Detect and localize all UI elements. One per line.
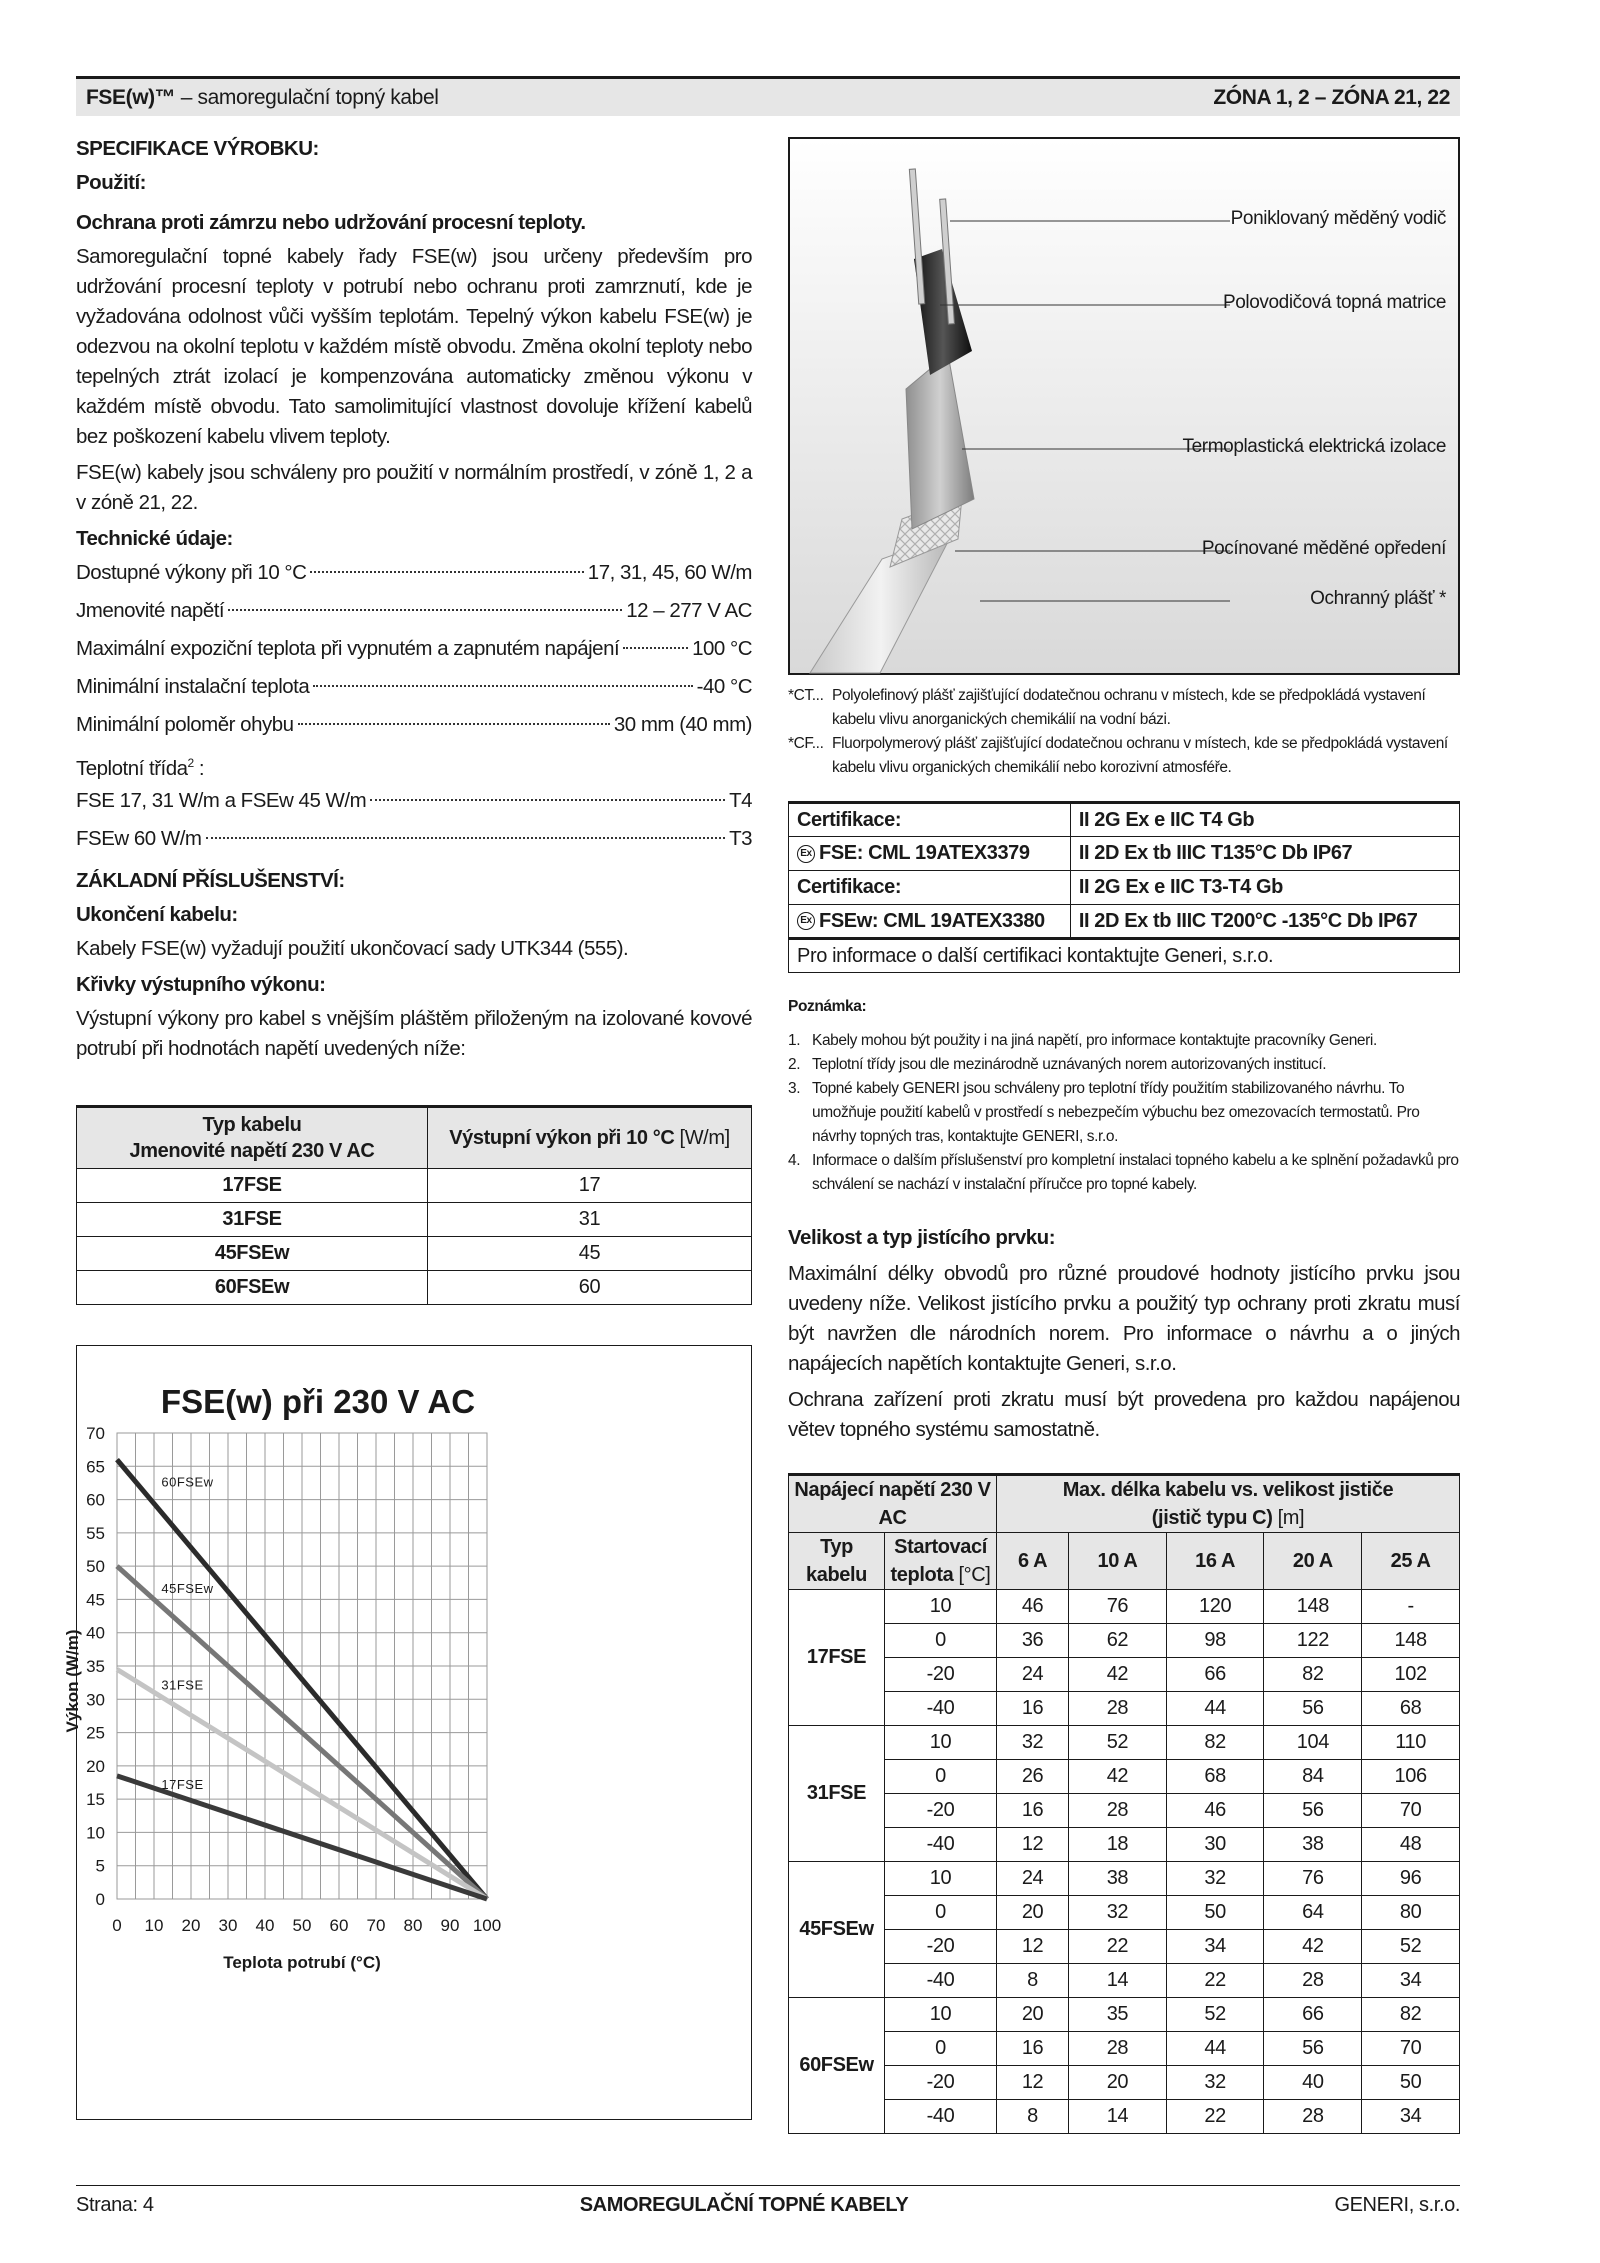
bt-max-length: 82 [1264, 1658, 1362, 1692]
temp-class-item-value: T3 [729, 827, 752, 850]
bt-max-length: 106 [1362, 1760, 1460, 1794]
y-tick-label: 25 [86, 1723, 105, 1743]
bt-row [789, 1896, 1460, 1930]
bt-row [789, 1760, 1460, 1794]
bt-max-length: 20 [997, 1998, 1069, 2032]
bt-max-length: 28 [1264, 1964, 1362, 1998]
bt-max-length: 98 [1166, 1624, 1264, 1658]
bt-max-length: 42 [1069, 1760, 1167, 1794]
label-jacket: Ochranný plášť * [1310, 588, 1446, 609]
bt-start-temp: 10 [885, 1862, 997, 1896]
approval-text: FSE(w) kabely jsou schváleny pro použití v normálním prostředí, v zóně 1, 2 a v zóně 21, 22. [76, 461, 752, 514]
bt-max-length: 32 [1069, 1896, 1167, 1930]
tech-specs [76, 558, 752, 748]
bt-max-length: 50 [1362, 2066, 1460, 2100]
tech-spec-row-label: Jmenovité napětí [76, 599, 225, 622]
output-value: 45 [428, 1237, 752, 1271]
y-tick-label: 30 [86, 1690, 105, 1710]
label-braid: Pocínované měděné opředení [1201, 538, 1446, 559]
note-number: 1. [788, 1032, 801, 1049]
bt-max-length: 104 [1264, 1726, 1362, 1760]
bt-max-length: 68 [1362, 1692, 1460, 1726]
bt-cable-type: 45FSEw [789, 1862, 885, 1998]
bt-row [789, 1590, 1460, 1624]
temp-class-item [76, 824, 752, 862]
bt-max-length: 38 [1069, 1862, 1167, 1896]
bt-maxlen-header: Max. délka kabelu vs. velikost jističe (jistič typu C) [m] [997, 1475, 1460, 1533]
bt-type-header: Typ kabelu [789, 1533, 885, 1590]
bt-max-length: 32 [1166, 1862, 1264, 1896]
bt-max-length: 14 [1069, 2100, 1167, 2134]
bt-max-length: 12 [997, 1828, 1069, 1862]
jacket-note-text: Fluorpolymerový plášť zajišťující dodatečnou ochranu v místech, kde se předpokládá vystavení kabelu vlivu organických chemikálií nebo korozivní atmosféře. [832, 735, 1448, 776]
footer-title: SAMOREGULAČNÍ TOPNÉ KABELY [579, 2194, 909, 2216]
bt-max-length: 32 [997, 1726, 1069, 1760]
bt-max-length: 14 [1069, 1964, 1167, 1998]
label-insulation: Termoplastická elektrická izolace [1182, 436, 1446, 457]
output-value: 17 [428, 1169, 752, 1203]
power-table-row [77, 1169, 752, 1203]
bt-max-length: 12 [997, 2066, 1069, 2100]
cert-marking-dust: II 2D Ex tb IIIC T135°C Db IP67 [1070, 837, 1459, 871]
label-conductor: Poniklovaný měděný vodič [1230, 208, 1446, 229]
bt-max-length: 20 [1069, 2066, 1167, 2100]
bt-start-temp: -40 [885, 1692, 997, 1726]
cert-marking-gas: II 2G Ex e IIC T3-T4 Gb [1070, 871, 1459, 905]
bt-max-length: 20 [997, 1896, 1069, 1930]
bt-max-length: 16 [997, 1794, 1069, 1828]
label-matrix: Polovodičová topná matrice [1222, 292, 1446, 313]
y-tick-label: 60 [86, 1490, 105, 1510]
bt-max-length: 34 [1166, 1930, 1264, 1964]
x-tick-label: 40 [255, 1916, 275, 1935]
cable-diagram [788, 137, 1460, 675]
y-tick-label: 35 [86, 1657, 105, 1676]
bt-max-length: 44 [1166, 2032, 1264, 2066]
dot-leader [298, 723, 610, 725]
bt-start-temp: 0 [885, 1896, 997, 1930]
y-tick-label: 50 [86, 1557, 105, 1577]
bt-row [789, 1624, 1460, 1658]
output-value: 31 [428, 1203, 752, 1237]
x-tick-label: 100 [472, 1916, 502, 1935]
x-tick-label: 90 [440, 1916, 460, 1935]
usage-subheading: Ochrana proti zámrzu nebo udržování procesní teploty. [76, 211, 586, 234]
note-number: 4. [788, 1152, 801, 1169]
cert-label: Certifikace: [789, 803, 1071, 837]
y-tick-label: 45 [86, 1590, 105, 1610]
bt-max-length: 110 [1362, 1726, 1460, 1760]
temp-class-item-label: FSEw 60 W/m [76, 827, 202, 850]
bt-cable-type: 60FSEw [789, 1998, 885, 2134]
note-number: 3. [788, 1080, 801, 1097]
cert-code-cell [789, 905, 1071, 939]
note-item [788, 1053, 1460, 1077]
power-table-col-output: Výstupní výkon při 10 °C [W/m] [428, 1107, 752, 1169]
power-table-row [77, 1203, 752, 1237]
bt-max-length: 52 [1362, 1930, 1460, 1964]
bt-start-temp: 0 [885, 2032, 997, 2066]
jacket-notes [788, 684, 1460, 780]
bt-max-length: 42 [1264, 1930, 1362, 1964]
tech-spec-row-value: 30 mm (40 mm) [613, 713, 752, 736]
series-label: 31FSE [161, 1677, 204, 1693]
power-table-row [77, 1237, 752, 1271]
bt-start-temp: -20 [885, 1658, 997, 1692]
power-table-col-type: Typ kabelu Jmenovité napětí 230 V AC [77, 1107, 428, 1169]
temp-class-label: Teplotní třída$^2$ : [76, 756, 205, 780]
bt-max-length: 50 [1166, 1896, 1264, 1930]
bt-max-length: 82 [1166, 1726, 1264, 1760]
series-label: 17FSE [161, 1777, 204, 1793]
chart-title: FSE(w) při 230 V AC [160, 1383, 476, 1420]
bt-max-length: 70 [1362, 2032, 1460, 2066]
bt-cable-type: 31FSE [789, 1726, 885, 1862]
header-title [86, 86, 439, 110]
x-tick-label: 70 [366, 1916, 386, 1935]
note-text: Topné kabely GENERI jsou schváleny pro teplotní třídy použitím stabilizovaného návrhu. To umožňuje použití kabelů v prostředí s nebezpečím výbuchu bez omezovacích termostatů. Pro návrhy topných tras, kontaktujte GENERI, s.r.o. [812, 1080, 1420, 1145]
chart-svg [63, 1346, 751, 2119]
bt-max-length: 22 [1069, 1930, 1167, 1964]
usage-heading: Použití: [76, 171, 147, 194]
note-item [788, 1029, 1460, 1053]
x-tick-label: 60 [329, 1916, 349, 1935]
breaker-heading: Velikost a typ jistícího prvku: [788, 1226, 1056, 1249]
bt-max-length: 28 [1069, 1692, 1167, 1726]
bt-max-length: 26 [997, 1760, 1069, 1794]
x-tick-label: 10 [144, 1916, 164, 1935]
tech-spec-row [76, 672, 752, 710]
bt-max-length: 44 [1166, 1692, 1264, 1726]
breaker-section [788, 1223, 1460, 1451]
curves-heading: Křivky výstupního výkonu: [76, 973, 326, 996]
bt-max-length: 52 [1069, 1726, 1167, 1760]
note-item [788, 1077, 1460, 1149]
bt-max-length: 66 [1166, 1658, 1264, 1692]
cert-row [789, 803, 1460, 837]
cert-code: FSEw: CML 19ATEX3380 [819, 909, 1045, 932]
bt-max-length: 148 [1362, 1624, 1460, 1658]
page-footer [76, 2185, 1460, 2225]
jacket-note-key: *CT... [788, 687, 824, 704]
dot-leader [206, 837, 726, 839]
y-tick-label: 70 [86, 1424, 105, 1443]
bt-max-length: 36 [997, 1624, 1069, 1658]
breaker-text-2: Ochrana zařízení proti zkratu musí být provedena pro každou napájenou větev topného systému samostatně. [788, 1388, 1460, 1441]
power-table [76, 1105, 752, 1305]
note-number: 2. [788, 1056, 801, 1073]
bt-max-length: - [1362, 1590, 1460, 1624]
bt-max-length: 38 [1264, 1828, 1362, 1862]
jacket-note-text: Polyolefinový plášť zajišťující dodatečnou ochranu v místech, kde se předpokládá vystavení kabelu vlivu anorganických chemikálií na vodní bázi. [832, 687, 1426, 728]
bt-max-length: 18 [1069, 1828, 1167, 1862]
bt-start-temp: 10 [885, 1998, 997, 2032]
temp-class-item [76, 786, 752, 824]
bt-max-length: 35 [1069, 1998, 1167, 2032]
cert-label: Certifikace: [789, 871, 1071, 905]
y-tick-label: 65 [86, 1457, 105, 1477]
cable-type: 45FSEw [77, 1237, 428, 1271]
bt-temp-header: Startovací teplota [°C] [885, 1533, 997, 1590]
tech-spec-row-label: Maximální expoziční teplota při vypnutém a zapnutém napájení [76, 637, 620, 660]
bt-max-length: 22 [1166, 1964, 1264, 1998]
bt-row [789, 2066, 1460, 2100]
dot-leader [623, 647, 688, 649]
cert-row [789, 871, 1460, 905]
bt-max-length: 82 [1362, 1998, 1460, 2032]
bt-max-length: 24 [997, 1862, 1069, 1896]
notes [788, 995, 1460, 1197]
product-name: FSE(w)™ [86, 85, 176, 109]
bt-max-length: 66 [1264, 1998, 1362, 2032]
bt-row [789, 1658, 1460, 1692]
x-tick-label: 50 [292, 1916, 312, 1935]
x-tick-label: 20 [181, 1916, 201, 1935]
cert-row [789, 837, 1460, 871]
x-axis-label: Teplota potrubí (°C) [223, 1953, 381, 1972]
dot-leader [370, 799, 725, 801]
bt-max-length: 42 [1069, 1658, 1167, 1692]
breaker-table [788, 1473, 1460, 2134]
x-tick-label: 30 [218, 1916, 238, 1935]
bt-max-length: 32 [1166, 2066, 1264, 2100]
tech-spec-row-label: Minimální instalační teplota [76, 675, 310, 698]
cert-code-cell [789, 837, 1071, 871]
bt-max-length: 102 [1362, 1658, 1460, 1692]
chart-grid [117, 1433, 487, 1899]
certification-table [788, 801, 1460, 973]
bt-cable-type: 17FSE [789, 1590, 885, 1726]
termination-heading: Ukončení kabelu: [76, 903, 238, 926]
tech-spec-row-value: 17, 31, 45, 60 W/m [587, 561, 752, 584]
tech-spec-row-value: 12 – 277 V AC [626, 599, 752, 622]
bt-max-length: 120 [1166, 1590, 1264, 1624]
note-text: Kabely mohou být použity i na jiná napětí, pro informace kontaktujte pracovníky Generi. [812, 1032, 1377, 1049]
ex-icon: Ex [797, 845, 815, 863]
y-tick-label: 20 [86, 1756, 105, 1776]
zone-label: ZÓNA 1, 2 – ZÓNA 21, 22 [1213, 85, 1450, 109]
power-table-row [77, 1271, 752, 1305]
bt-max-length: 84 [1264, 1760, 1362, 1794]
bt-start-temp: 10 [885, 1590, 997, 1624]
page-header [76, 76, 1460, 116]
y-tick-label: 40 [86, 1623, 105, 1643]
termination-text: Kabely FSE(w) vyžadují použití ukončovací sady UTK344 (555). [76, 937, 629, 960]
curves-text: Výstupní výkony pro kabel s vnějším pláštěm přiloženým na izolované kovové potrubí při hodnotách napětí uvedených níže: [76, 1007, 752, 1060]
bt-max-length: 52 [1166, 1998, 1264, 2032]
bt-row [789, 1828, 1460, 1862]
bt-max-length: 12 [997, 1930, 1069, 1964]
bt-row [789, 1998, 1460, 2032]
bt-row [789, 2032, 1460, 2066]
tech-spec-row-label: Minimální poloměr ohybu [76, 713, 294, 736]
bt-max-length: 56 [1264, 2032, 1362, 2066]
tech-spec-row [76, 634, 752, 672]
notes-heading: Poznámka: [788, 998, 867, 1015]
note-item [788, 1149, 1460, 1197]
x-tick-label: 0 [112, 1916, 122, 1935]
bt-max-length: 80 [1362, 1896, 1460, 1930]
dot-leader [228, 609, 622, 611]
y-axis-label: Výkon (W/m) [63, 1629, 82, 1733]
bt-max-length: 96 [1362, 1862, 1460, 1896]
accessories-heading: ZÁKLADNÍ PŘÍSLUŠENSTVÍ: [76, 869, 345, 892]
ex-icon: Ex [797, 912, 815, 930]
y-tick-label: 55 [86, 1523, 105, 1543]
bt-start-temp: -40 [885, 1828, 997, 1862]
bt-max-length: 122 [1264, 1624, 1362, 1658]
bt-current-header: 20 A [1264, 1533, 1362, 1590]
bt-max-length: 68 [1166, 1760, 1264, 1794]
bt-row [789, 1964, 1460, 1998]
bt-row [789, 1692, 1460, 1726]
temp-class-item-value: T4 [729, 789, 752, 812]
bt-max-length: 46 [997, 1590, 1069, 1624]
usage-text: Samoregulační topné kabely řady FSE(w) jsou určeny především pro udržování procesní teploty v potrubí nebo ochranu proti zamrznutí, kde je vyžadována odolnost vůči vyšším teplotám. Tepelný výkon kabelu FSE(w) je odezvou na okolní teplotu v každém místě obvodu. Změna okolní teploty nebo tepelných ztrát izolací je kompenzována automaticky změnou výkonu v každém místě obvodu. Tato samolimitující vlastnost dovoluje křížení kabelů bez poškození kabelu vlivem teploty. [76, 245, 752, 448]
bt-max-length: 64 [1264, 1896, 1362, 1930]
bt-max-length: 56 [1264, 1794, 1362, 1828]
bt-max-length: 8 [997, 1964, 1069, 1998]
temp-classes [76, 786, 752, 862]
bt-max-length: 148 [1264, 1590, 1362, 1624]
temp-class-row [76, 748, 752, 786]
bt-current-header: 10 A [1069, 1533, 1167, 1590]
bt-max-length: 40 [1264, 2066, 1362, 2100]
spec-column [76, 134, 752, 1070]
bt-row [789, 2100, 1460, 2134]
output-value: 60 [428, 1271, 752, 1305]
cable-type: 17FSE [77, 1169, 428, 1203]
bt-max-length: 46 [1166, 1794, 1264, 1828]
note-text: Informace o dalším příslušenství pro kompletní instalaci topného kabelu a ke splnění požadavků pro schválení se nachází v instalační příručce pro topné kabely. [812, 1152, 1459, 1193]
bt-current-header: 25 A [1362, 1533, 1460, 1590]
footer-company: GENERI, s.r.o. [1334, 2194, 1460, 2216]
bt-row [789, 1794, 1460, 1828]
x-tick-label: 80 [403, 1916, 423, 1935]
series-label: 45FSEw [161, 1580, 214, 1596]
bt-max-length: 76 [1264, 1862, 1362, 1896]
bt-max-length: 48 [1362, 1828, 1460, 1862]
tech-spec-row [76, 558, 752, 596]
tech-spec-row-value: -40 °C [696, 675, 752, 698]
bt-max-length: 22 [1166, 2100, 1264, 2134]
bt-max-length: 16 [997, 2032, 1069, 2066]
y-tick-label: 0 [95, 1890, 105, 1909]
bt-max-length: 34 [1362, 1964, 1460, 1998]
page-number: Strana: 4 [76, 2194, 154, 2216]
cable-type: 60FSEw [77, 1271, 428, 1305]
cert-marking-dust: II 2D Ex tb IIIC T200°C -135°C Db IP67 [1070, 905, 1459, 939]
cable-type: 31FSE [77, 1203, 428, 1237]
bt-start-temp: -20 [885, 1794, 997, 1828]
tech-heading: Technické údaje: [76, 527, 233, 550]
bt-max-length: 28 [1069, 1794, 1167, 1828]
series-label: 60FSEw [161, 1474, 214, 1490]
bt-row [789, 1930, 1460, 1964]
bt-max-length: 16 [997, 1692, 1069, 1726]
bt-start-temp: -20 [885, 1930, 997, 1964]
bt-current-header: 6 A [997, 1533, 1069, 1590]
product-subtitle: – samoregulační topný kabel [175, 85, 439, 109]
bt-start-temp: 0 [885, 1760, 997, 1794]
jacket-note [788, 684, 1460, 732]
bt-start-temp: -40 [885, 1964, 997, 1998]
bt-max-length: 56 [1264, 1692, 1362, 1726]
dot-leader [313, 685, 692, 687]
bt-max-length: 76 [1069, 1590, 1167, 1624]
tech-spec-row-label: Dostupné výkony při 10 °C [76, 561, 307, 584]
bt-supply-header: Napájecí napětí 230 V AC [789, 1475, 997, 1533]
y-tick-label: 15 [86, 1790, 105, 1810]
dot-leader [310, 571, 583, 573]
y-tick-label: 5 [95, 1856, 105, 1876]
bt-max-length: 28 [1264, 2100, 1362, 2134]
bt-start-temp: -40 [885, 2100, 997, 2134]
temp-class-item-label: FSE 17, 31 W/m a FSEw 45 W/m [76, 789, 367, 812]
breaker-text-1: Maximální délky obvodů pro různé proudové hodnoty jistícího prvku jsou uvedeny níže. Velikost jistícího prvku a použitý typ ochrany proti zkratu musí být navržen dle národních norem. Pro informace o návrhu a o jiných napájecích napětích kontaktujte Generi, s.r.o. [788, 1262, 1460, 1375]
bt-start-temp: 0 [885, 1624, 997, 1658]
cert-row [789, 905, 1460, 939]
bt-max-length: 30 [1166, 1828, 1264, 1862]
bt-current-header: 16 A [1166, 1533, 1264, 1590]
jacket-note [788, 732, 1460, 780]
tech-spec-row-value: 100 °C [692, 637, 752, 660]
tech-spec-row [76, 596, 752, 634]
bt-max-length: 24 [997, 1658, 1069, 1692]
note-text: Teplotní třídy jsou dle mezinárodně uznávaných norem autorizovaných institucí. [812, 1056, 1327, 1073]
spec-heading: SPECIFIKACE VÝROBKU: [76, 137, 319, 160]
bt-start-temp: 10 [885, 1726, 997, 1760]
tech-spec-row [76, 710, 752, 748]
bt-row [789, 1862, 1460, 1896]
bt-row [789, 1726, 1460, 1760]
output-chart [63, 1345, 752, 2120]
cert-marking-gas: II 2G Ex e IIC T4 Gb [1070, 803, 1459, 837]
y-tick-label: 10 [86, 1823, 105, 1843]
cert-footer: Pro informace o další certifikaci kontaktujte Generi, s.r.o. [789, 939, 1460, 973]
jacket-note-key: *CF... [788, 735, 824, 752]
bt-max-length: 34 [1362, 2100, 1460, 2134]
bt-max-length: 28 [1069, 2032, 1167, 2066]
bt-max-length: 62 [1069, 1624, 1167, 1658]
bt-max-length: 8 [997, 2100, 1069, 2134]
cert-code: FSE: CML 19ATEX3379 [819, 842, 1030, 864]
bt-start-temp: -20 [885, 2066, 997, 2100]
bt-max-length: 70 [1362, 1794, 1460, 1828]
